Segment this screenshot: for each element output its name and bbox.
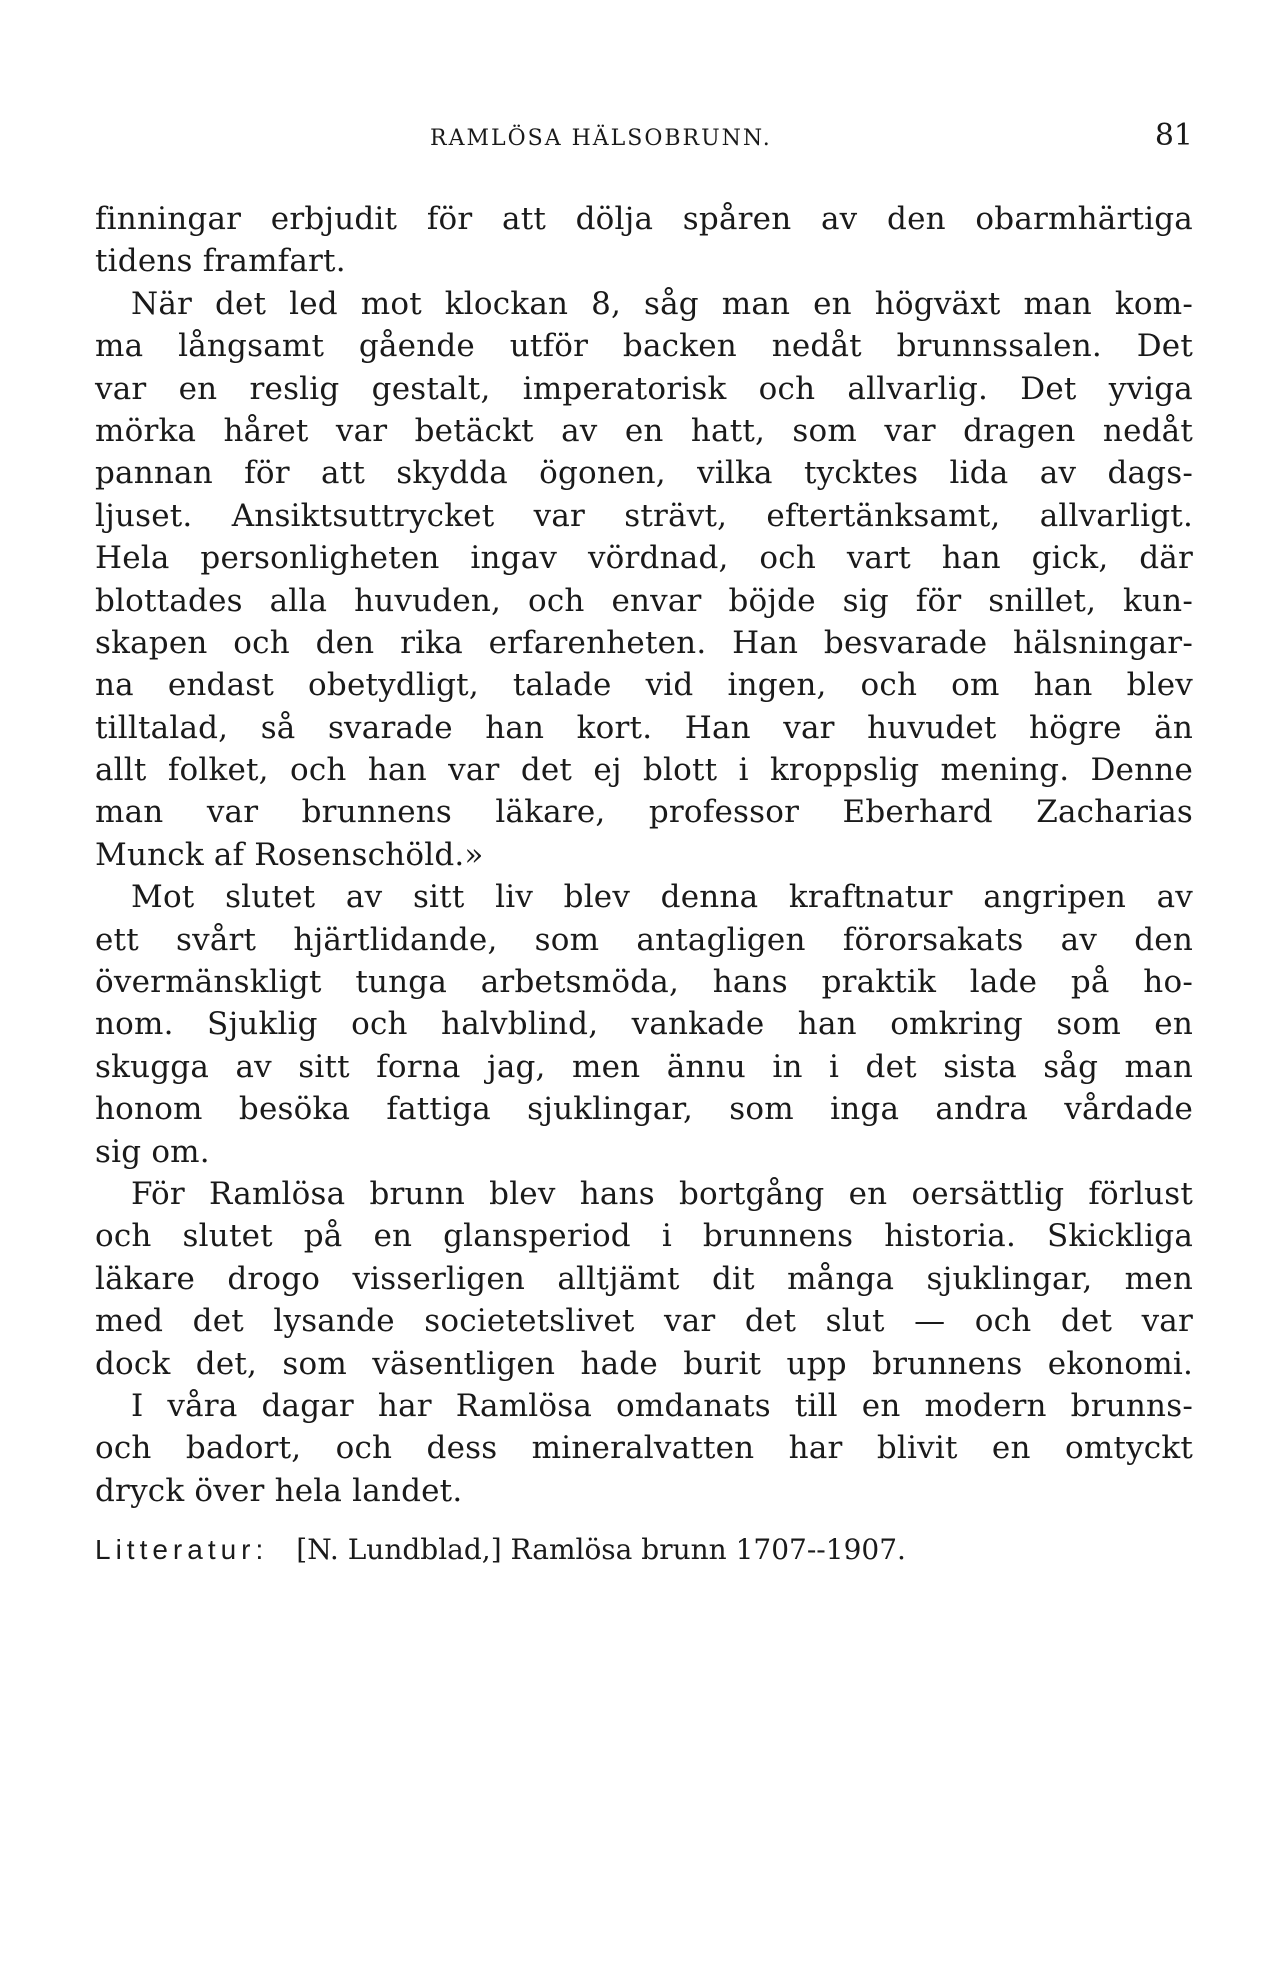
text-line: Hela personligheten ingav vördnad, och vart han gick, där bbox=[95, 540, 1193, 577]
bibliography-text: [N. Lundblad,] Ramlösa brunn 1707--1907. bbox=[296, 1533, 906, 1566]
text-line: övermänskligt tunga arbetsmöda, hans praktik lade på ho- bbox=[95, 964, 1193, 1001]
text-line: ett svårt hjärtlidande, som antagligen förorsakats av den bbox=[95, 921, 1193, 958]
text-line: man var brunnens läkare, professor Eberhard Zacharias bbox=[95, 794, 1193, 831]
text-line: I våra dagar har Ramlösa omdanats till en modern brunns- bbox=[131, 1387, 1193, 1424]
text-line: pannan för att skydda ögonen, vilka tycktes lida av dags- bbox=[95, 455, 1193, 492]
body-text bbox=[95, 198, 1193, 1512]
text-line: sig om. bbox=[95, 1133, 210, 1170]
text-line: tidens framfart. bbox=[95, 243, 346, 280]
text-line: allt folket, och han var det ej blott i kroppslig mening. Denne bbox=[95, 752, 1193, 789]
text-line: mörka håret var betäckt av en hatt, som var dragen nedåt bbox=[95, 412, 1193, 449]
text-line: finningar erbjudit för att dölja spåren av den obarmhärtiga bbox=[95, 201, 1193, 237]
running-head bbox=[95, 118, 1193, 158]
text-line: läkare drogo visserligen alltjämt dit många sjuklingar, men bbox=[95, 1260, 1193, 1297]
text-line: nom. Sjuklig och halvblind, vankade han omkring som en bbox=[95, 1006, 1193, 1043]
text-line: blottades alla huvuden, och envar böjde sig för snillet, kun- bbox=[95, 582, 1193, 619]
text-line: dock det, som väsentligen hade burit upp brunnens ekonomi. bbox=[95, 1345, 1193, 1382]
text-line: Munck af Rosenschöld.» bbox=[95, 836, 484, 873]
text-line: skugga av sitt forna jag, men ännu in i det sista såg man bbox=[95, 1048, 1193, 1085]
text-line: ljuset. Ansiktsuttrycket var strävt, eftertänksamt, allvarligt. bbox=[95, 497, 1193, 534]
running-title: RAMLÖSA HÄLSOBRUNN. bbox=[430, 126, 772, 151]
text-line: med det lysande societetslivet var det slut — och det var bbox=[95, 1303, 1193, 1340]
text-line: och badort, och dess mineralvatten har blivit en omtyckt bbox=[95, 1430, 1193, 1467]
text-line: När det led mot klockan 8, såg man en högväxt man kom- bbox=[131, 285, 1193, 322]
text-line: honom besöka fattiga sjuklingar, som inga andra vårdade bbox=[95, 1091, 1193, 1128]
text-line: dryck över hela landet. bbox=[95, 1472, 463, 1509]
page-number: 81 bbox=[1154, 118, 1193, 153]
text-line: ma långsamt gående utför backen nedåt brunnssalen. Det bbox=[95, 328, 1193, 365]
bibliography-label: Litteratur: bbox=[95, 1534, 269, 1565]
text-line: För Ramlösa brunn blev hans bortgång en oersättlig förlust bbox=[131, 1175, 1193, 1212]
text-line: var en reslig gestalt, imperatorisk och allvarlig. Det yviga bbox=[95, 370, 1193, 407]
bibliography-reference bbox=[95, 1530, 1193, 1570]
text-line: skapen och den rika erfarenheten. Han besvarade hälsningar- bbox=[95, 624, 1193, 661]
text-line: och slutet på en glansperiod i brunnens historia. Skickliga bbox=[95, 1218, 1193, 1255]
text-line: na endast obetydligt, talade vid ingen, och om han blev bbox=[95, 667, 1193, 704]
text-line: Mot slutet av sitt liv blev denna kraftnatur angripen av bbox=[131, 879, 1193, 916]
text-line: tilltalad, så svarade han kort. Han var huvudet högre än bbox=[95, 709, 1193, 746]
